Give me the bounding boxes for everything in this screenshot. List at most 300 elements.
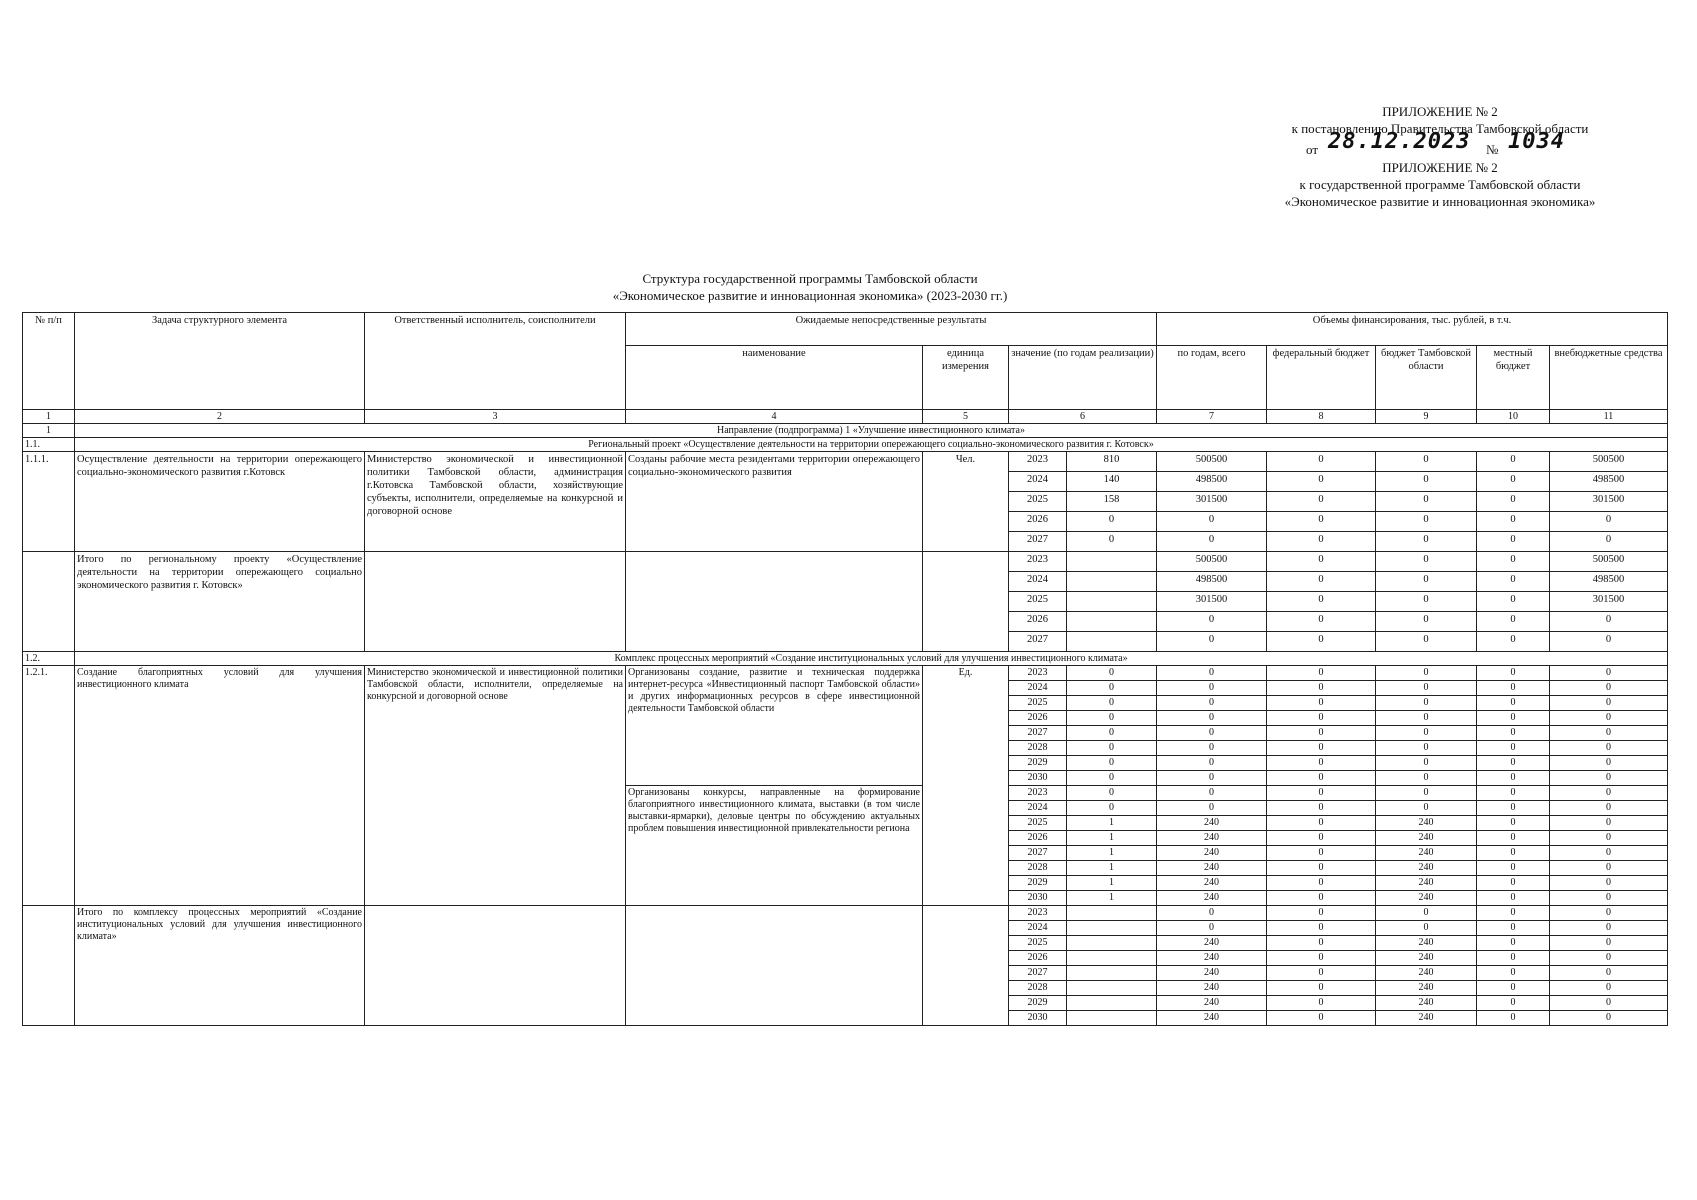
project-title: Региональный проект «Осуществление деятельности на территории опережающего социально-экономического развития г. Котовск»	[75, 438, 1668, 452]
local-cell: 0	[1477, 1011, 1550, 1026]
local-cell: 0	[1477, 756, 1550, 771]
total-cell: 0	[1157, 771, 1267, 786]
federal-cell: 0	[1267, 846, 1376, 861]
year-cell: 2026	[1009, 831, 1067, 846]
year-cell: 2025	[1009, 936, 1067, 951]
year-cell: 2025	[1009, 816, 1067, 831]
extra-cell: 500500	[1550, 552, 1668, 572]
empty-cell	[365, 906, 626, 1026]
item-result-b: Организованы конкурсы, направленные на формирование благоприятного инвестиционного климата, выставки (в том числе выставки-ярмарки), деловые центры по обсуждению актуальных проблем повышения инвестиционной привлекательности региона	[626, 786, 923, 906]
federal-cell: 0	[1267, 666, 1376, 681]
total-cell: 0	[1157, 711, 1267, 726]
regional-cell: 0	[1376, 592, 1477, 612]
total-cell: 0	[1157, 756, 1267, 771]
extra-cell: 500500	[1550, 452, 1668, 472]
empty-cell	[1067, 572, 1157, 592]
federal-cell: 0	[1267, 612, 1376, 632]
value-cell: 0	[1067, 756, 1157, 771]
value-cell: 810	[1067, 452, 1157, 472]
extra-cell: 0	[1550, 891, 1668, 906]
regional-cell: 0	[1376, 681, 1477, 696]
regional-cell: 240	[1376, 996, 1477, 1011]
year-cell: 2027	[1009, 632, 1067, 652]
extra-cell: 0	[1550, 726, 1668, 741]
federal-cell: 0	[1267, 681, 1376, 696]
regional-cell: 0	[1376, 532, 1477, 552]
total-cell: 0	[1157, 786, 1267, 801]
value-cell: 0	[1067, 666, 1157, 681]
item-result-a: Организованы создание, развитие и техническая поддержка интернет-ресурса «Инвестиционный паспорт Тамбовской области» и других информационных ресурсов в сфере инвестиционной деятельности Тамбовской области	[626, 666, 923, 786]
local-cell: 0	[1477, 632, 1550, 652]
federal-cell: 0	[1267, 532, 1376, 552]
local-cell: 0	[1477, 532, 1550, 552]
local-cell: 0	[1477, 771, 1550, 786]
value-cell: 158	[1067, 492, 1157, 512]
col-number: 10	[1477, 410, 1550, 424]
regional-cell: 240	[1376, 816, 1477, 831]
regional-cell: 240	[1376, 936, 1477, 951]
header-federal: федеральный бюджет	[1267, 346, 1376, 410]
extra-cell: 0	[1550, 756, 1668, 771]
header-local: местный бюджет	[1477, 346, 1550, 410]
regional-cell: 0	[1376, 801, 1477, 816]
year-cell: 2024	[1009, 801, 1067, 816]
handwritten-date: 28.12.2023	[1328, 129, 1471, 154]
empty-cell	[1067, 981, 1157, 996]
regional-cell: 0	[1376, 632, 1477, 652]
regional-cell: 0	[1376, 726, 1477, 741]
regional-cell: 0	[1376, 711, 1477, 726]
regional-cell: 240	[1376, 861, 1477, 876]
regional-cell: 0	[1376, 756, 1477, 771]
header-num: № п/п	[23, 313, 75, 410]
local-cell: 0	[1477, 831, 1550, 846]
extra-cell: 0	[1550, 681, 1668, 696]
regional-cell: 0	[1376, 552, 1477, 572]
col-number: 7	[1157, 410, 1267, 424]
total-cell: 240	[1157, 861, 1267, 876]
item-num: 1.1.1.	[23, 452, 75, 552]
empty-cell	[1067, 936, 1157, 951]
year-cell: 2023	[1009, 452, 1067, 472]
federal-cell: 0	[1267, 996, 1376, 1011]
empty-cell	[1067, 921, 1157, 936]
total-cell: 301500	[1157, 592, 1267, 612]
empty-cell	[923, 552, 1009, 652]
empty-cell	[1067, 996, 1157, 1011]
total-cell: 240	[1157, 846, 1267, 861]
federal-cell: 0	[1267, 831, 1376, 846]
year-cell: 2023	[1009, 666, 1067, 681]
year-cell: 2028	[1009, 861, 1067, 876]
local-cell: 0	[1477, 552, 1550, 572]
project-row	[23, 438, 1668, 452]
value-cell: 0	[1067, 726, 1157, 741]
extra-cell: 0	[1550, 876, 1668, 891]
extra-cell: 0	[1550, 696, 1668, 711]
federal-cell: 0	[1267, 801, 1376, 816]
regional-cell: 0	[1376, 472, 1477, 492]
year-cell: 2026	[1009, 711, 1067, 726]
value-cell: 0	[1067, 786, 1157, 801]
federal-cell: 0	[1267, 1011, 1376, 1026]
local-cell: 0	[1477, 612, 1550, 632]
extra-cell: 0	[1550, 786, 1668, 801]
column-numbers-row	[23, 410, 1668, 424]
year-cell: 2027	[1009, 966, 1067, 981]
federal-cell: 0	[1267, 936, 1376, 951]
col-number: 3	[365, 410, 626, 424]
federal-cell: 0	[1267, 632, 1376, 652]
table-row	[23, 452, 1668, 472]
value-cell: 1	[1067, 816, 1157, 831]
year-cell: 2025	[1009, 492, 1067, 512]
extra-cell: 0	[1550, 816, 1668, 831]
extra-cell: 0	[1550, 512, 1668, 532]
total-cell: 498500	[1157, 472, 1267, 492]
year-cell: 2029	[1009, 996, 1067, 1011]
empty-cell	[23, 906, 75, 1026]
value-cell: 1	[1067, 876, 1157, 891]
local-cell: 0	[1477, 452, 1550, 472]
header-results: Ожидаемые непосредственные результаты	[626, 313, 1157, 346]
federal-cell: 0	[1267, 921, 1376, 936]
total-task: Итого по региональному проекту «Осуществление деятельности на территории опережающего социально экономического развития г. Котовск»	[75, 552, 365, 652]
total-cell: 240	[1157, 966, 1267, 981]
date-prefix: от	[1306, 142, 1319, 157]
table-row	[23, 552, 1668, 572]
local-cell: 0	[1477, 696, 1550, 711]
extra-cell: 301500	[1550, 492, 1668, 512]
year-cell: 2023	[1009, 906, 1067, 921]
total-cell: 0	[1157, 532, 1267, 552]
value-cell: 1	[1067, 891, 1157, 906]
handwritten-number: 1034	[1508, 129, 1565, 154]
program-structure-table	[22, 312, 1668, 1026]
regional-cell: 0	[1376, 906, 1477, 921]
local-cell: 0	[1477, 726, 1550, 741]
col-number: 11	[1550, 410, 1668, 424]
complex-row	[23, 652, 1668, 666]
total-cell: 498500	[1157, 572, 1267, 592]
direction-num: 1	[23, 424, 75, 438]
total-cell: 240	[1157, 996, 1267, 1011]
local-cell: 0	[1477, 572, 1550, 592]
appendix-title: ПРИЛОЖЕНИЕ № 2	[1382, 104, 1498, 119]
local-cell: 0	[1477, 951, 1550, 966]
extra-cell: 0	[1550, 861, 1668, 876]
local-cell: 0	[1477, 981, 1550, 996]
value-cell: 0	[1067, 801, 1157, 816]
federal-cell: 0	[1267, 771, 1376, 786]
total-cell: 0	[1157, 741, 1267, 756]
appendix-title-2: ПРИЛОЖЕНИЕ № 2	[1382, 160, 1498, 175]
year-cell: 2026	[1009, 612, 1067, 632]
item-executor: Министерство экономической и инвестиционной политики Тамбовской области, исполнители, определяемые на конкурсной и договорной основе	[365, 666, 626, 906]
empty-cell	[23, 552, 75, 652]
total-task: Итого по комплексу процессных мероприятий «Создание институциональных условий для улучшения инвестиционного климата»	[75, 906, 365, 1026]
empty-cell	[1067, 632, 1157, 652]
federal-cell: 0	[1267, 741, 1376, 756]
empty-cell	[1067, 612, 1157, 632]
complex-title: Комплекс процессных мероприятий «Создание институциональных условий для улучшения инвестиционного климата»	[75, 652, 1668, 666]
year-cell: 2024	[1009, 681, 1067, 696]
total-cell: 0	[1157, 612, 1267, 632]
col-number: 1	[23, 410, 75, 424]
program-name: «Экономическое развитие и инновационная экономика»	[1284, 194, 1596, 209]
empty-cell	[1067, 951, 1157, 966]
empty-cell	[923, 906, 1009, 1026]
empty-cell	[626, 906, 923, 1026]
complex-num: 1.2.	[23, 652, 75, 666]
empty-cell	[1067, 966, 1157, 981]
title-line-2: «Экономическое развитие и инновационная экономика» (2023-2030 гг.)	[612, 288, 1008, 303]
federal-cell: 0	[1267, 512, 1376, 532]
federal-cell: 0	[1267, 756, 1376, 771]
year-cell: 2024	[1009, 572, 1067, 592]
year-cell: 2024	[1009, 921, 1067, 936]
local-cell: 0	[1477, 666, 1550, 681]
federal-cell: 0	[1267, 711, 1376, 726]
item-executor: Министерство экономической и инвестиционной политики Тамбовской области, администрация г.Котовска Тамбовской области, хозяйствующие субъекты, исполнители, определяемые на конкурсной и договорной основе	[365, 452, 626, 552]
header-regional: бюджет Тамбовской области	[1376, 346, 1477, 410]
federal-cell: 0	[1267, 786, 1376, 801]
extra-cell: 0	[1550, 741, 1668, 756]
col-number: 9	[1376, 410, 1477, 424]
regional-cell: 0	[1376, 786, 1477, 801]
title-line-1: Структура государственной программы Тамбовской области	[642, 271, 978, 286]
decree-line: к постановлению Правительства Тамбовской области	[1291, 121, 1589, 136]
empty-cell	[1067, 592, 1157, 612]
federal-cell: 0	[1267, 696, 1376, 711]
local-cell: 0	[1477, 891, 1550, 906]
year-cell: 2029	[1009, 876, 1067, 891]
federal-cell: 0	[1267, 906, 1376, 921]
federal-cell: 0	[1267, 572, 1376, 592]
extra-cell: 0	[1550, 711, 1668, 726]
value-cell: 1	[1067, 831, 1157, 846]
total-cell: 0	[1157, 632, 1267, 652]
federal-cell: 0	[1267, 592, 1376, 612]
extra-cell: 0	[1550, 981, 1668, 996]
local-cell: 0	[1477, 876, 1550, 891]
regional-cell: 0	[1376, 572, 1477, 592]
total-cell: 0	[1157, 921, 1267, 936]
empty-cell	[626, 552, 923, 652]
local-cell: 0	[1477, 472, 1550, 492]
year-cell: 2026	[1009, 512, 1067, 532]
local-cell: 0	[1477, 492, 1550, 512]
local-cell: 0	[1477, 512, 1550, 532]
local-cell: 0	[1477, 816, 1550, 831]
value-cell: 0	[1067, 532, 1157, 552]
regional-cell: 240	[1376, 1011, 1477, 1026]
extra-cell: 0	[1550, 632, 1668, 652]
value-cell: 0	[1067, 771, 1157, 786]
header-total: по годам, всего	[1157, 346, 1267, 410]
header-name: наименование	[626, 346, 923, 410]
total-cell: 0	[1157, 681, 1267, 696]
extra-cell: 0	[1550, 831, 1668, 846]
total-cell: 240	[1157, 951, 1267, 966]
header-unit: единица измерения	[923, 346, 1009, 410]
total-cell: 240	[1157, 816, 1267, 831]
year-cell: 2030	[1009, 891, 1067, 906]
year-cell: 2023	[1009, 552, 1067, 572]
item-unit: Ед.	[923, 666, 1009, 906]
empty-cell	[1067, 1011, 1157, 1026]
federal-cell: 0	[1267, 861, 1376, 876]
regional-cell: 0	[1376, 921, 1477, 936]
table-header-row-1	[23, 313, 1668, 346]
header-executor: Ответственный исполнитель, соисполнители	[365, 313, 626, 410]
local-cell: 0	[1477, 921, 1550, 936]
table-row	[23, 906, 1668, 921]
extra-cell: 0	[1550, 846, 1668, 861]
local-cell: 0	[1477, 741, 1550, 756]
col-number: 6	[1009, 410, 1157, 424]
extra-cell: 0	[1550, 951, 1668, 966]
total-cell: 240	[1157, 981, 1267, 996]
total-cell: 240	[1157, 876, 1267, 891]
federal-cell: 0	[1267, 452, 1376, 472]
regional-cell: 240	[1376, 981, 1477, 996]
regional-cell: 240	[1376, 891, 1477, 906]
value-cell: 0	[1067, 741, 1157, 756]
extra-cell: 0	[1550, 906, 1668, 921]
local-cell: 0	[1477, 906, 1550, 921]
col-number: 5	[923, 410, 1009, 424]
year-cell: 2027	[1009, 532, 1067, 552]
federal-cell: 0	[1267, 472, 1376, 492]
total-cell: 0	[1157, 906, 1267, 921]
year-cell: 2029	[1009, 756, 1067, 771]
header-task: Задача структурного элемента	[75, 313, 365, 410]
extra-cell: 0	[1550, 532, 1668, 552]
item-task: Создание благоприятных условий для улучшения инвестиционного климата	[75, 666, 365, 906]
project-num: 1.1.	[23, 438, 75, 452]
total-cell: 0	[1157, 512, 1267, 532]
year-cell: 2025	[1009, 696, 1067, 711]
federal-cell: 0	[1267, 966, 1376, 981]
total-cell: 240	[1157, 891, 1267, 906]
empty-cell	[365, 552, 626, 652]
regional-cell: 0	[1376, 512, 1477, 532]
local-cell: 0	[1477, 786, 1550, 801]
direction-title: Направление (подпрограмма) 1 «Улучшение инвестиционного климата»	[75, 424, 1668, 438]
table-row	[23, 666, 1668, 681]
total-cell: 240	[1157, 936, 1267, 951]
total-cell: 240	[1157, 1011, 1267, 1026]
regional-cell: 0	[1376, 612, 1477, 632]
value-cell: 0	[1067, 696, 1157, 711]
year-cell: 2027	[1009, 726, 1067, 741]
total-cell: 0	[1157, 801, 1267, 816]
year-cell: 2028	[1009, 741, 1067, 756]
extra-cell: 498500	[1550, 472, 1668, 492]
appendix-header	[1270, 103, 1610, 210]
header-extra: внебюджетные средства	[1550, 346, 1668, 410]
col-number: 2	[75, 410, 365, 424]
year-cell: 2023	[1009, 786, 1067, 801]
regional-cell: 0	[1376, 741, 1477, 756]
year-cell: 2027	[1009, 846, 1067, 861]
year-cell: 2024	[1009, 472, 1067, 492]
year-cell: 2028	[1009, 981, 1067, 996]
year-cell: 2030	[1009, 1011, 1067, 1026]
value-cell: 0	[1067, 681, 1157, 696]
regional-cell: 0	[1376, 452, 1477, 472]
direction-row	[23, 424, 1668, 438]
local-cell: 0	[1477, 996, 1550, 1011]
local-cell: 0	[1477, 861, 1550, 876]
year-cell: 2026	[1009, 951, 1067, 966]
extra-cell: 0	[1550, 612, 1668, 632]
local-cell: 0	[1477, 592, 1550, 612]
extra-cell: 0	[1550, 1011, 1668, 1026]
decree-date-line	[1270, 129, 1610, 159]
value-cell: 1	[1067, 861, 1157, 876]
item-num: 1.2.1.	[23, 666, 75, 906]
total-cell: 500500	[1157, 552, 1267, 572]
regional-cell: 240	[1376, 831, 1477, 846]
value-cell: 0	[1067, 711, 1157, 726]
regional-cell: 240	[1376, 876, 1477, 891]
empty-cell	[1067, 552, 1157, 572]
empty-cell	[1067, 906, 1157, 921]
local-cell: 0	[1477, 681, 1550, 696]
number-prefix: №	[1486, 142, 1499, 157]
local-cell: 0	[1477, 936, 1550, 951]
federal-cell: 0	[1267, 816, 1376, 831]
federal-cell: 0	[1267, 552, 1376, 572]
year-cell: 2025	[1009, 592, 1067, 612]
local-cell: 0	[1477, 711, 1550, 726]
extra-cell: 0	[1550, 771, 1668, 786]
extra-cell: 0	[1550, 801, 1668, 816]
regional-cell: 0	[1376, 696, 1477, 711]
federal-cell: 0	[1267, 492, 1376, 512]
item-unit: Чел.	[923, 452, 1009, 552]
total-cell: 0	[1157, 726, 1267, 741]
extra-cell: 0	[1550, 936, 1668, 951]
regional-cell: 240	[1376, 951, 1477, 966]
extra-cell: 0	[1550, 666, 1668, 681]
local-cell: 0	[1477, 846, 1550, 861]
federal-cell: 0	[1267, 726, 1376, 741]
item-result: Созданы рабочие места резидентами территории опережающего социально-экономического развития	[626, 452, 923, 552]
value-cell: 140	[1067, 472, 1157, 492]
total-cell: 240	[1157, 831, 1267, 846]
total-cell: 0	[1157, 696, 1267, 711]
regional-cell: 0	[1376, 666, 1477, 681]
local-cell: 0	[1477, 801, 1550, 816]
year-cell: 2030	[1009, 771, 1067, 786]
extra-cell: 0	[1550, 966, 1668, 981]
total-cell: 301500	[1157, 492, 1267, 512]
total-cell: 0	[1157, 666, 1267, 681]
extra-cell: 0	[1550, 996, 1668, 1011]
regional-cell: 240	[1376, 846, 1477, 861]
col-number: 4	[626, 410, 923, 424]
header-value: значение (по годам реализации)	[1009, 346, 1157, 410]
federal-cell: 0	[1267, 891, 1376, 906]
extra-cell: 498500	[1550, 572, 1668, 592]
item-task: Осуществление деятельности на территории опережающего социально-экономического развития г.Котовск	[75, 452, 365, 552]
value-cell: 0	[1067, 512, 1157, 532]
col-number: 8	[1267, 410, 1376, 424]
extra-cell: 301500	[1550, 592, 1668, 612]
